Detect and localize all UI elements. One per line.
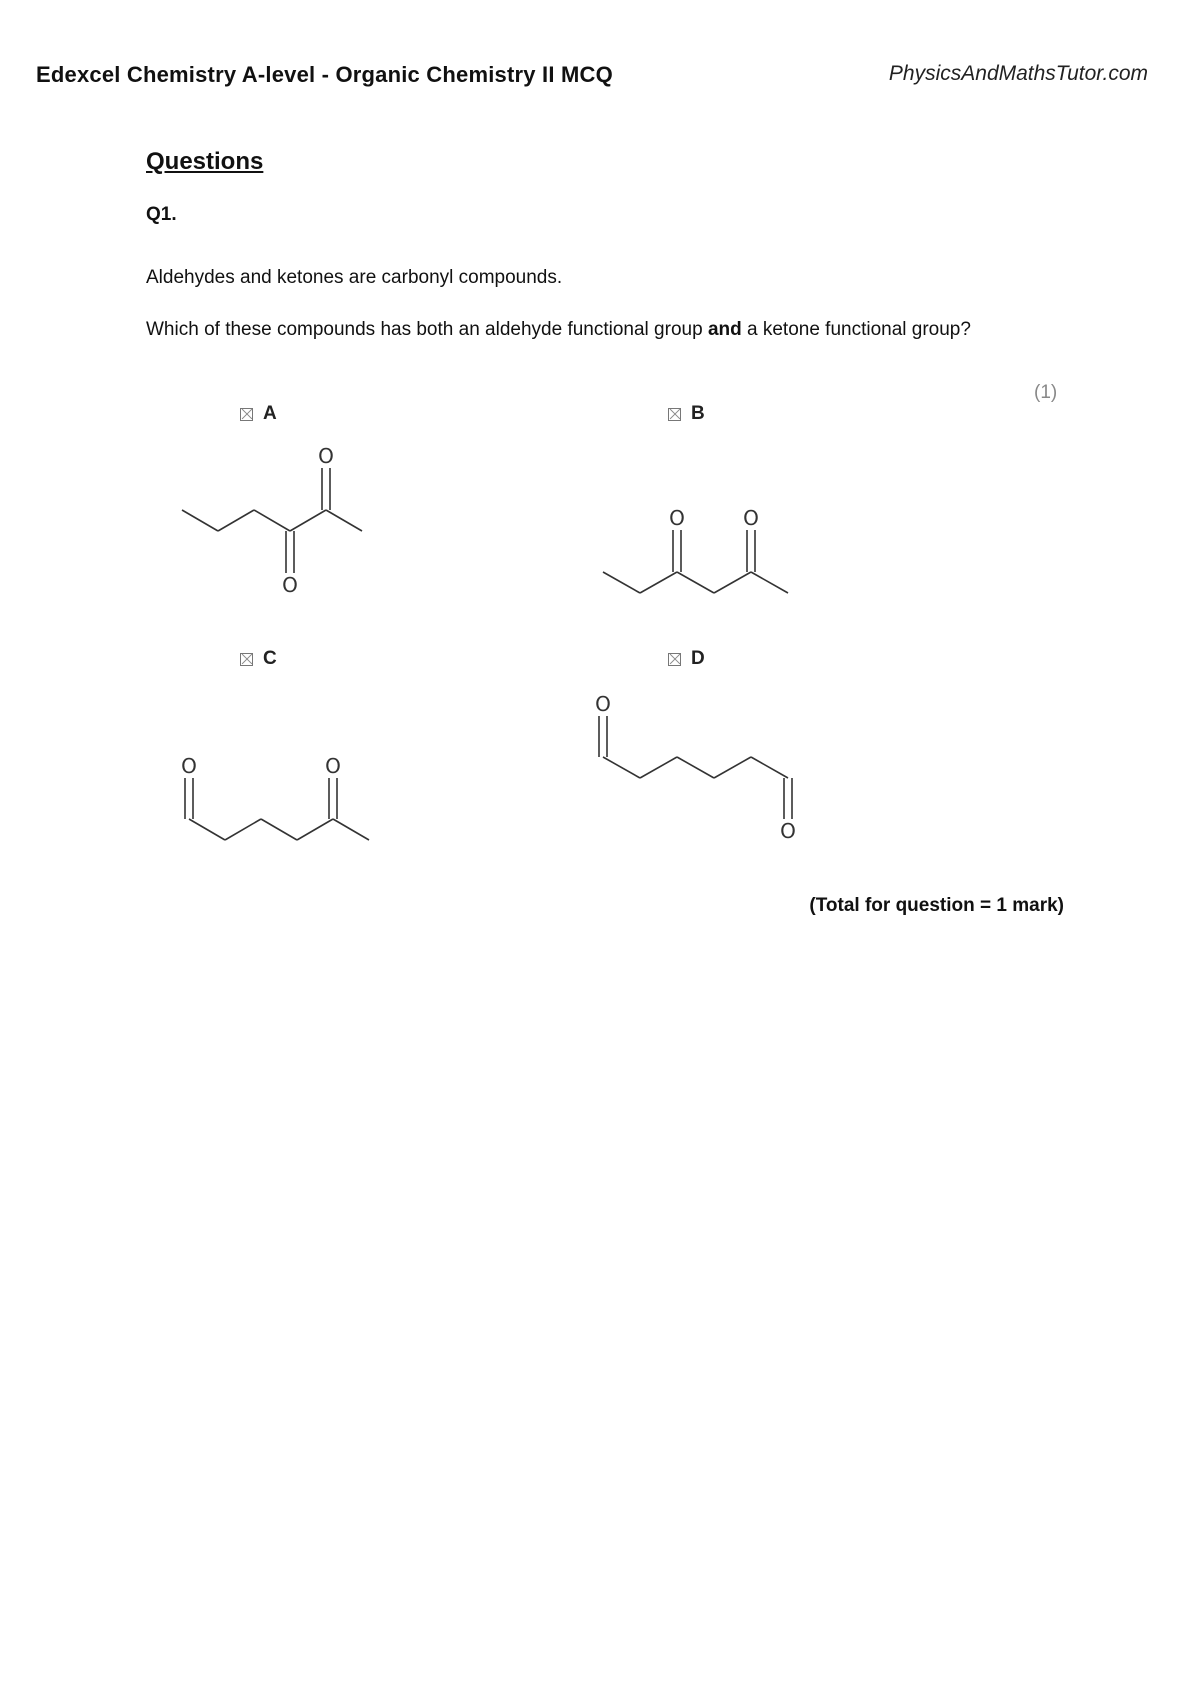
oxygen-label: O xyxy=(780,819,796,843)
document-header-title: Edexcel Chemistry A-level - Organic Chemistry II MCQ xyxy=(36,62,613,87)
oxygen-label: O xyxy=(325,754,341,778)
structure-a xyxy=(182,444,362,597)
oxygen-label: O xyxy=(181,754,197,778)
oxygen-label: O xyxy=(669,506,685,530)
stem-text-before: Which of these compounds has both an aldehyde functional group xyxy=(146,319,708,340)
oxygen-label: O xyxy=(282,573,298,597)
option-letter: A xyxy=(263,403,277,424)
stem-text-after: a ketone functional group? xyxy=(741,319,971,340)
option-letter: B xyxy=(691,403,705,424)
structure-d xyxy=(595,692,796,843)
structure-c xyxy=(181,754,369,840)
oxygen-label: O xyxy=(318,444,334,468)
question-number: Q1. xyxy=(146,204,177,225)
oxygen-label: O xyxy=(743,506,759,530)
option-letter: D xyxy=(691,648,705,669)
question-intro: Aldehydes and ketones are carbonyl compounds. xyxy=(146,267,563,288)
marks-available: (1) xyxy=(1034,382,1058,403)
stem-bold-word: and xyxy=(707,319,742,340)
structure-b xyxy=(603,506,788,593)
oxygen-label: O xyxy=(595,692,611,716)
section-title: Questions xyxy=(146,148,264,175)
total-marks: (Total for question = 1 mark) xyxy=(809,895,1064,916)
option-letter: C xyxy=(263,648,277,669)
site-name: PhysicsAndMathsTutor.com xyxy=(888,62,1148,85)
